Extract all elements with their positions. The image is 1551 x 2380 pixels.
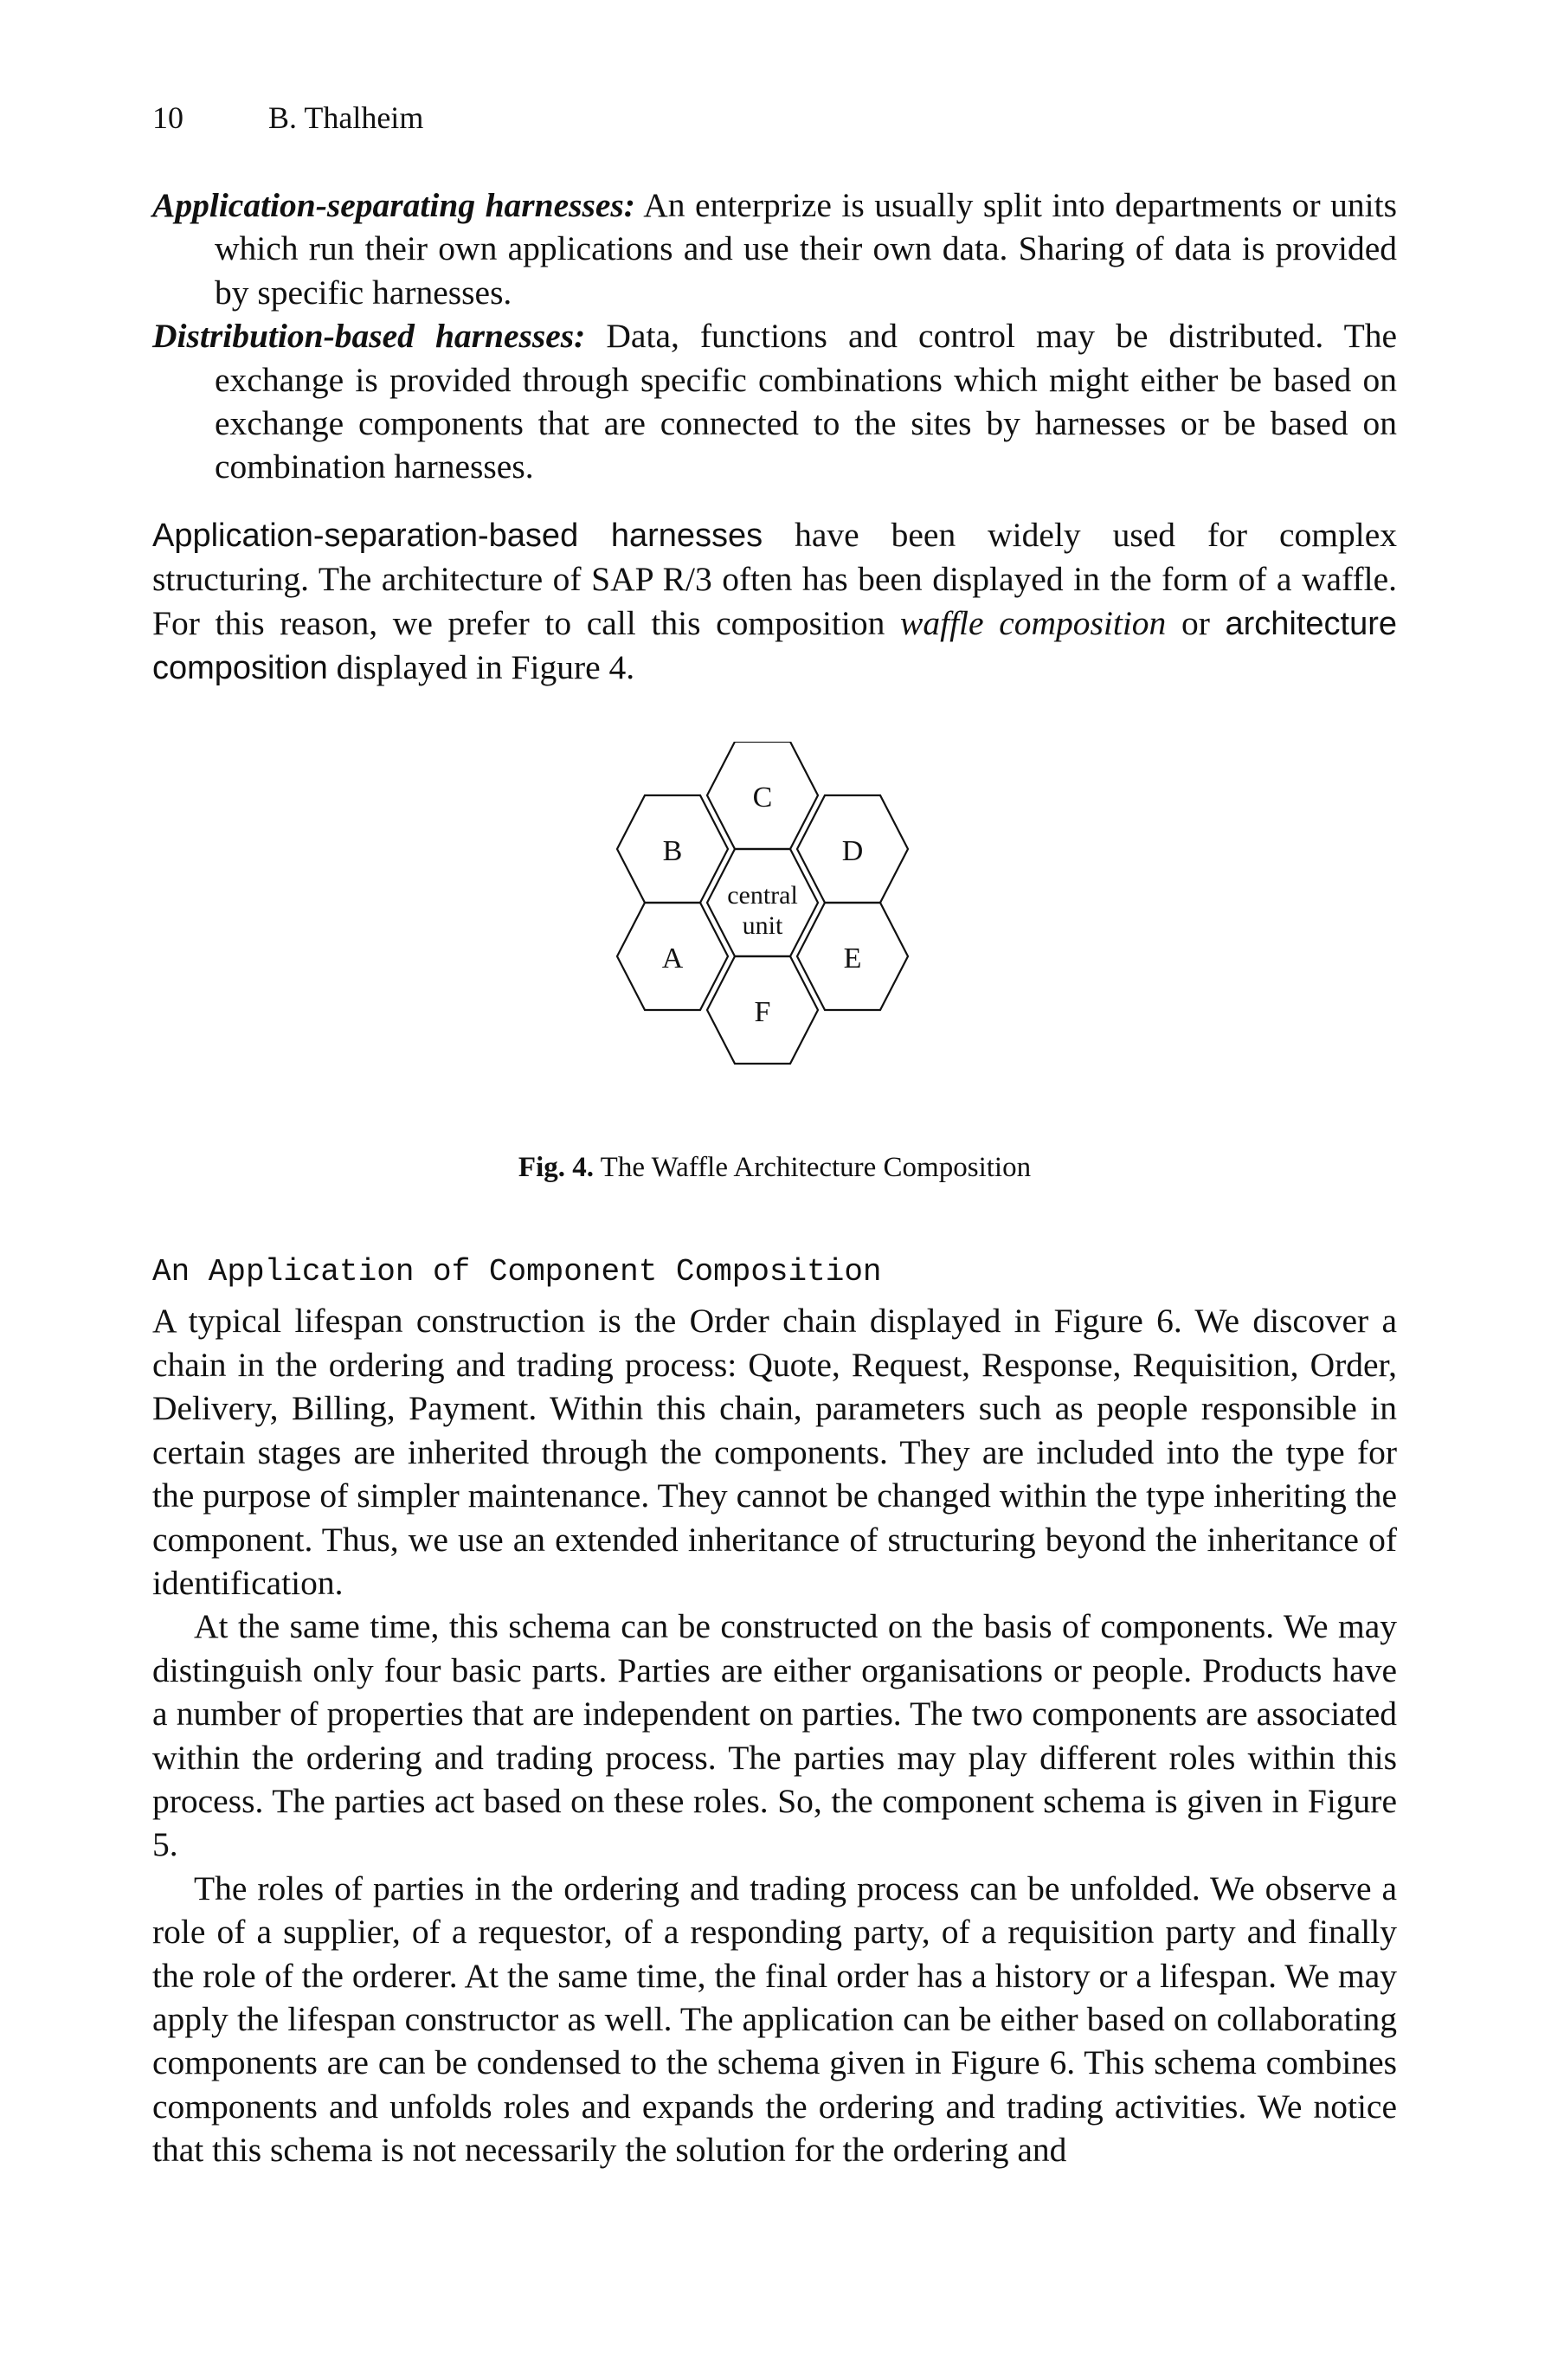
section-heading: An Application of Component Composition bbox=[152, 1254, 882, 1290]
caption-text: The Waffle Architecture Composition bbox=[600, 1152, 1032, 1184]
definition-text: An enterprize is usually split into departments or units which run their own applications and use their own data. Sharing of data is provided by specific harnesses. bbox=[215, 186, 1398, 312]
page-content bbox=[152, 183, 1397, 2172]
hex-label-central: central bbox=[727, 881, 798, 910]
section-paragraph-1: A typical lifespan construction is the Order chain displayed in Figure 6. We discover a chain in the ordering and trading process: Quote, Request, Response, Requisition, Order, Delivery, Billing, Payment. Within this chain, parameters such as people responsible in certain stages are inherited through the components. They are included into the type for the purpose of simpler maintenance. They cannot be changed within the type inheriting the component. Thus, we use an extended inheritance of structuring beyond the inheritance of identification. bbox=[152, 1302, 1397, 1602]
hex-label-unit: unit bbox=[742, 911, 783, 941]
definition-term: Distribution-based harnesses: bbox=[152, 317, 586, 356]
hex-label-b: B bbox=[662, 835, 683, 868]
definition-text: Data, functions and control may be distributed. The exchange is provided through specific combinations which might either be based on exchange components that are connected to the sites by harnesses or be based on combination harnesses. bbox=[215, 317, 1397, 486]
section-paragraph-3: The roles of parties in the ordering and trading process can be unfolded. We observe a role of a supplier, of a requestor, of a responding party, of a requisition party and finally the role of the orderer. At the same time, the final order has a history or a lifespan. We may apply the lifespan constructor as well. The application can be either based on collaborating components are can be condensed to the schema given in Figure 6. This schema combines components and unfolds roles and expands the ordering and trading activities. We notice that this schema is not necessarily the solution for the ordering and bbox=[152, 1869, 1397, 2170]
running-author: B. Thalheim bbox=[268, 100, 424, 135]
hex-label-a: A bbox=[661, 942, 684, 975]
hex-label-e: E bbox=[843, 942, 862, 975]
figure-caption bbox=[152, 1148, 1397, 1187]
intro-paragraph bbox=[152, 513, 1397, 691]
definition-application-separating bbox=[152, 183, 1397, 314]
page-number: 10 bbox=[152, 100, 183, 135]
sans-lead-term: Application-separation-based harnesses bbox=[152, 517, 763, 554]
running-header bbox=[152, 97, 423, 138]
figure-4 bbox=[152, 742, 1397, 1226]
definition-distribution-based bbox=[152, 314, 1397, 489]
hex-label-d: D bbox=[841, 835, 864, 868]
paragraph-text: displayed in Figure 4. bbox=[336, 648, 635, 687]
definition-term: Application-separating harnesses: bbox=[152, 186, 635, 224]
section-paragraph-2: At the same time, this schema can be constructed on the basis of components. We may distinguish only four basic parts. Parties are either organisations or people. Products have a number of properties that are independent on parties. The two components are associated within the ordering and trading process. The parties may play different roles within this process. The parties act based on these roles. So, the component schema is given in Figure 5. bbox=[152, 1607, 1397, 1864]
caption-label: Fig. 4. bbox=[518, 1152, 594, 1184]
paragraph-text: or bbox=[1181, 603, 1210, 642]
hex-label-c: C bbox=[752, 782, 773, 814]
paragraph-text: have been widely used for complex structuring. The architecture of SAP R/3 often has been displayed in the form of a waffle. For this reason, we prefer to call this composition bbox=[152, 515, 1397, 642]
hex-label-f: F bbox=[754, 996, 771, 1029]
waffle-diagram bbox=[598, 742, 927, 1088]
italic-term: waffle composition bbox=[900, 603, 1167, 642]
sans-term: architecture composition bbox=[152, 605, 1398, 687]
